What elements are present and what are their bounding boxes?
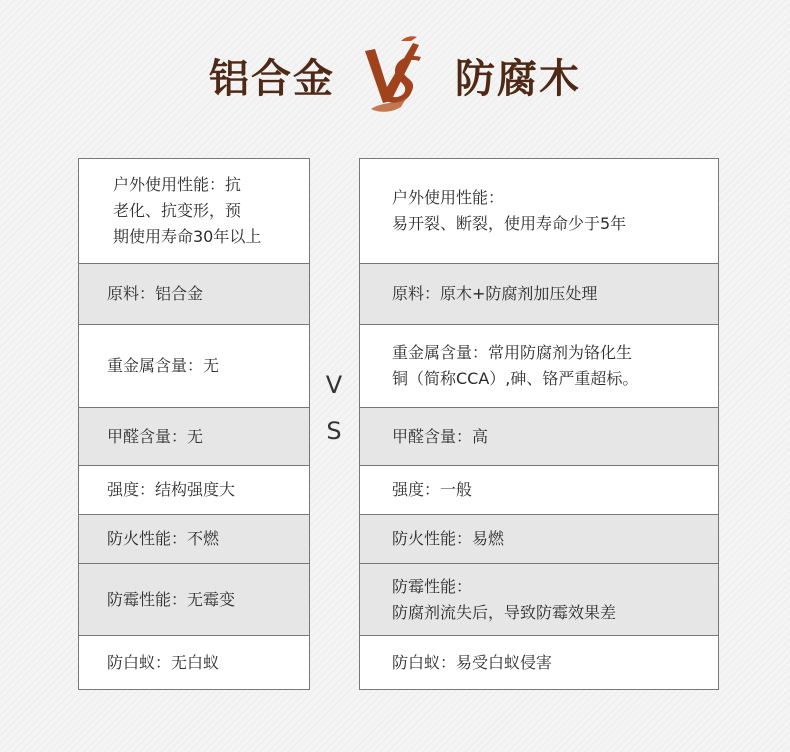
vs-letter-s: S <box>326 417 342 445</box>
table-row <box>79 466 309 515</box>
table-cell: 防白蚁：无白蚁 <box>107 652 220 672</box>
table-row <box>360 636 718 689</box>
vs-letter-v: V <box>325 371 343 399</box>
wood-comparison-table <box>359 158 719 690</box>
table-cell: 防霉性能：无霉变 <box>107 589 236 609</box>
table-cell: 户外使用性能： 易开裂、断裂，使用寿命少于5年 <box>392 188 627 233</box>
title-left-material: 铝合金 <box>209 55 335 102</box>
table-row <box>360 159 718 264</box>
table-cell: 强度：一般 <box>392 480 473 499</box>
table-row <box>79 264 309 325</box>
table-cell: 甲醛含量：无 <box>107 426 204 446</box>
table-cell: 防霉性能： 防腐剂流失后，导致防霉效果差 <box>392 576 617 622</box>
table-cell: 重金属含量：常用防腐剂为铬化生 铜（简称CCA）,砷、铬严重超标。 <box>392 343 639 388</box>
vs-separator <box>318 362 350 454</box>
table-row <box>79 159 309 264</box>
table-cell: 原料：原木+防腐剂加压处理 <box>392 284 598 303</box>
table-row <box>79 325 309 408</box>
title-right-material: 防腐木 <box>455 55 581 102</box>
table-row <box>79 636 309 689</box>
table-cell: 重金属含量：无 <box>107 356 220 375</box>
aluminum-comparison-table <box>78 158 310 690</box>
table-row <box>360 564 718 636</box>
table-cell: 原料：铝合金 <box>107 284 204 303</box>
table-cell: 甲醛含量：高 <box>392 426 489 446</box>
table-cell: 防火性能：不燃 <box>107 529 220 548</box>
table-row <box>360 515 718 564</box>
page-title <box>0 44 790 106</box>
table-cell: 防火性能：易燃 <box>392 529 505 548</box>
table-row <box>360 325 718 408</box>
table-row <box>360 466 718 515</box>
vs-brush-icon <box>361 35 431 119</box>
table-row <box>360 408 718 466</box>
table-row <box>79 408 309 466</box>
table-row <box>79 515 309 564</box>
table-cell: 户外使用性能：抗 老化、抗变形，预 期使用寿命30年以上 <box>113 175 262 246</box>
table-cell: 防白蚁：易受白蚁侵害 <box>392 652 553 672</box>
table-row <box>79 564 309 636</box>
table-cell: 强度：结构强度大 <box>107 480 236 499</box>
table-row <box>360 264 718 325</box>
